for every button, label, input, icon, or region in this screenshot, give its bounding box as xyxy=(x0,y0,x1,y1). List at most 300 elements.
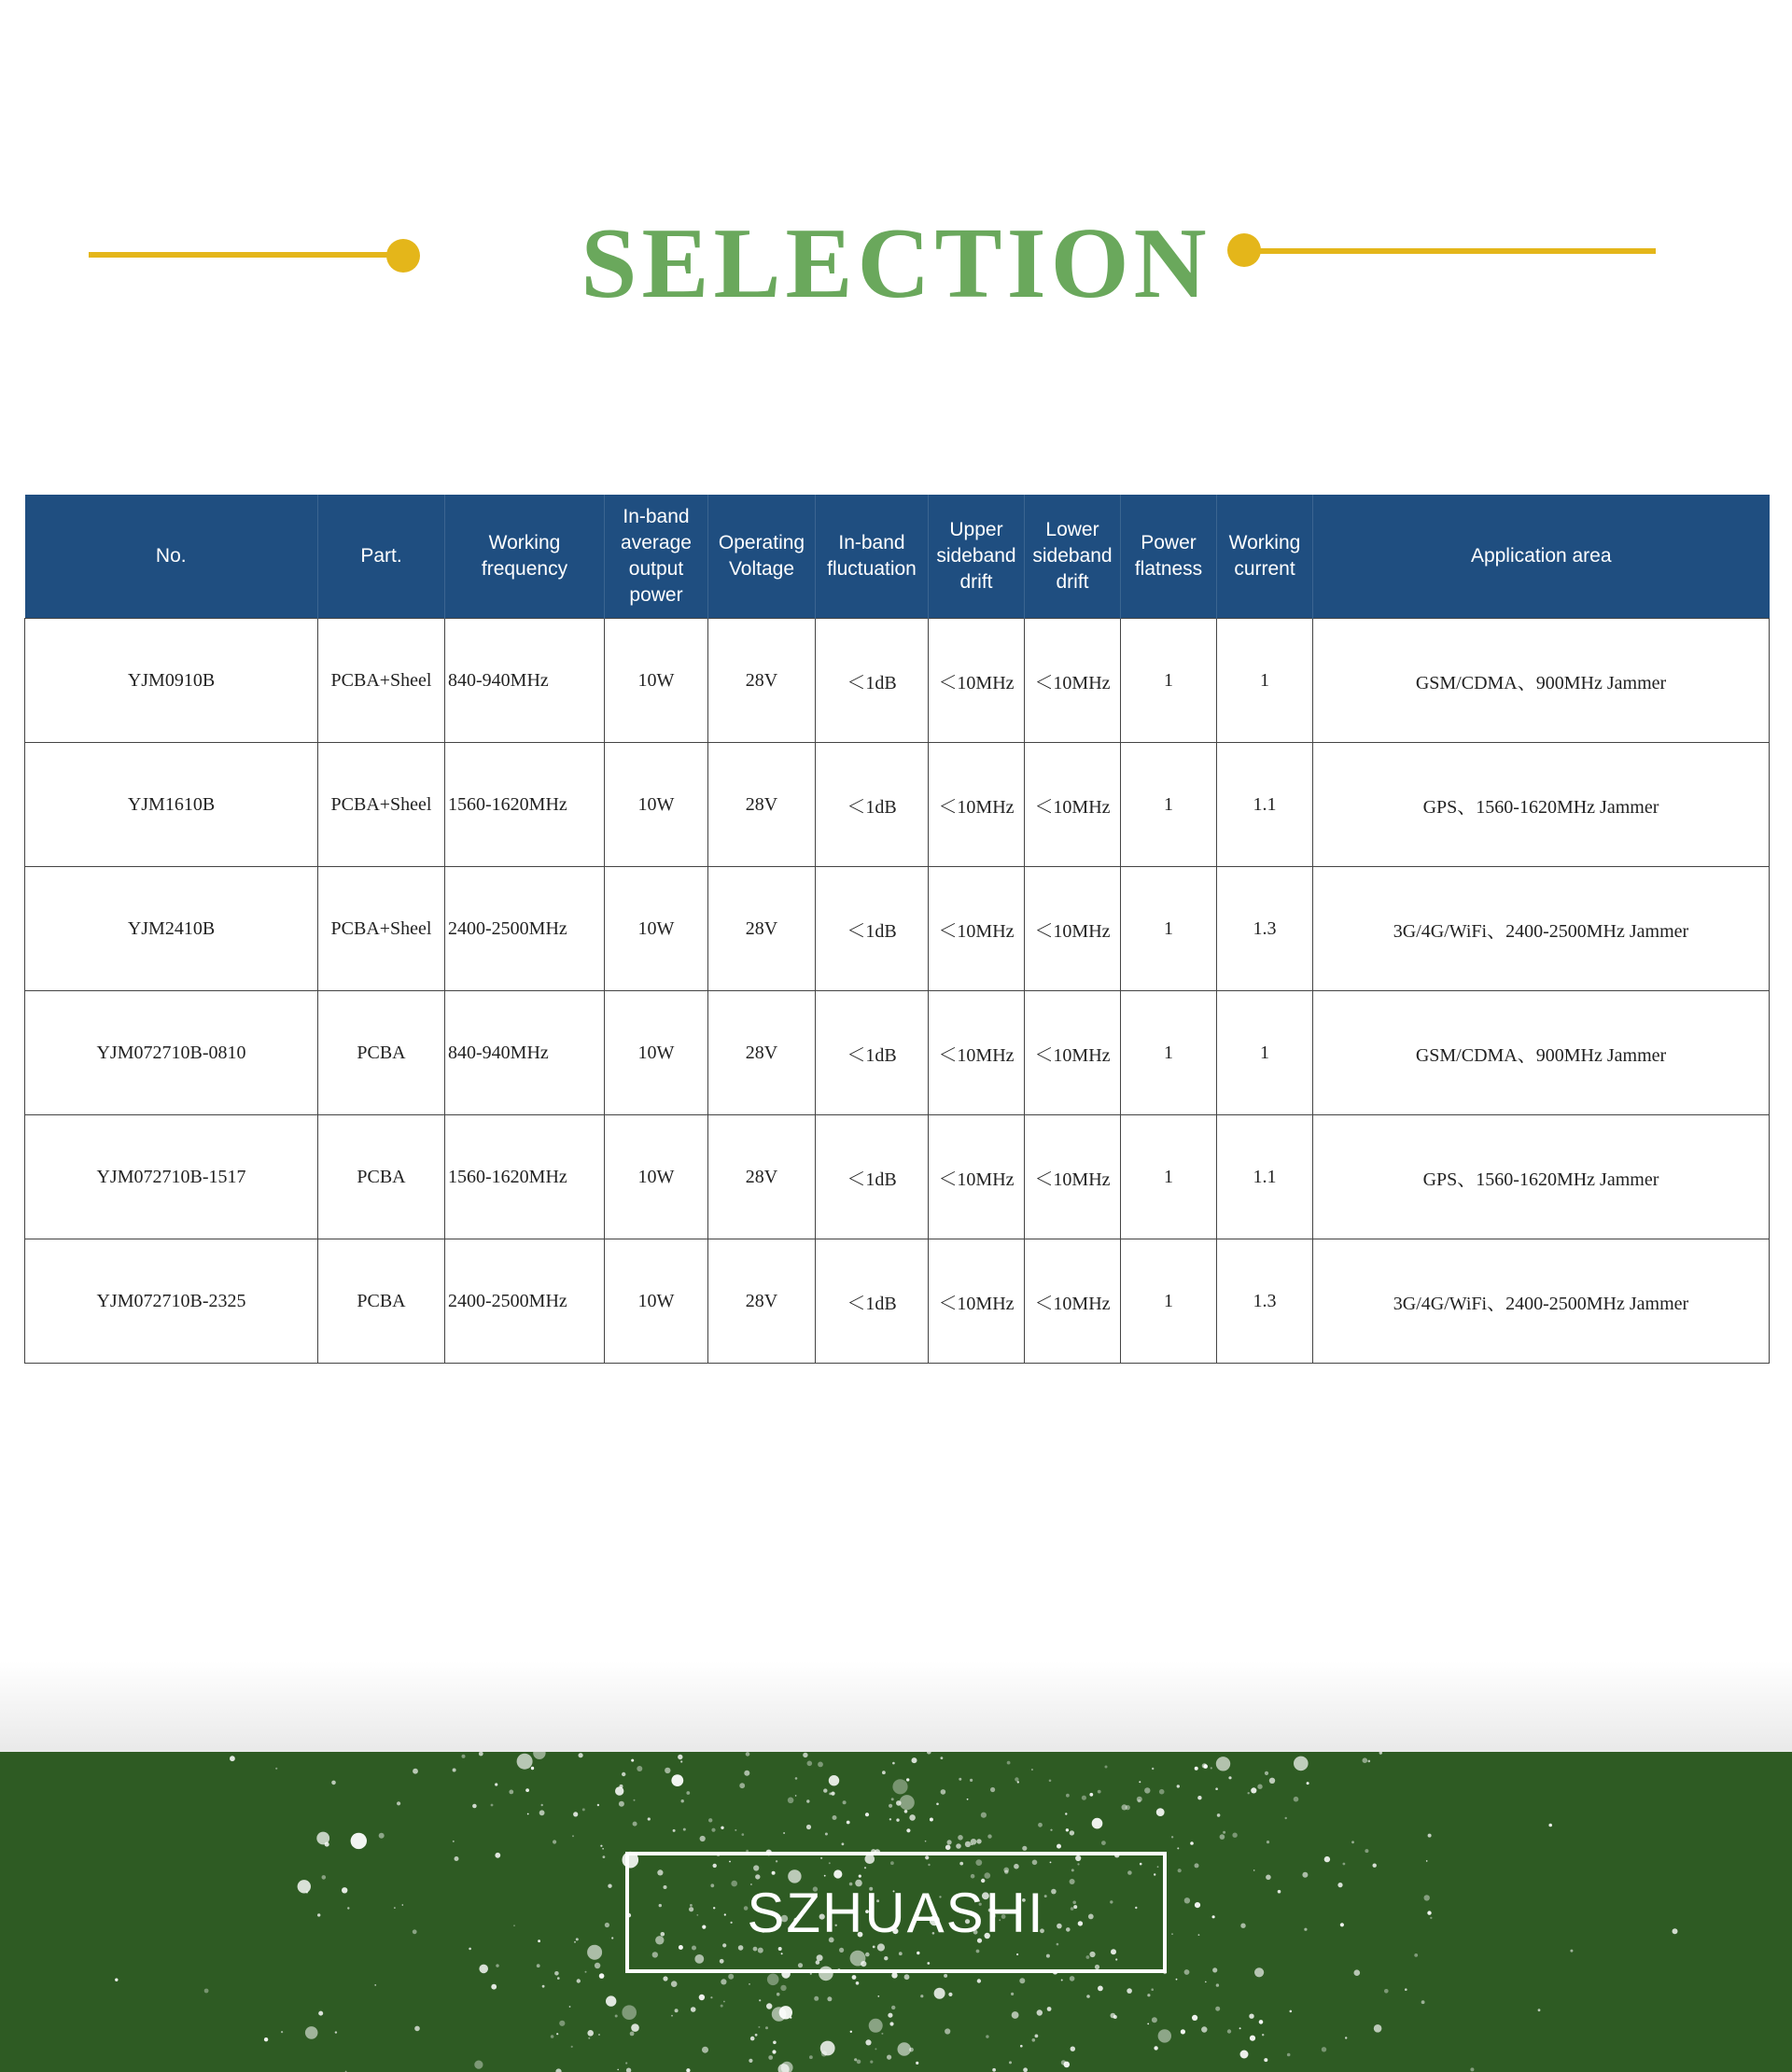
speckle-dot xyxy=(976,1839,981,1843)
speckle-dot xyxy=(1253,1869,1255,1871)
speckle-dot xyxy=(1031,1769,1033,1771)
cell-working-frequency: 2400-2500MHz xyxy=(445,1239,605,1364)
speckle-dot xyxy=(625,2062,627,2064)
cell-in-band-fluctuation: ＜1dB xyxy=(816,619,929,743)
selection-table xyxy=(24,495,1770,1364)
speckle-dot xyxy=(648,1817,651,1820)
cell-power-flatness: 1 xyxy=(1121,1239,1217,1364)
column-header-power-flatness: Power flatness xyxy=(1121,495,1217,619)
speckle-dot xyxy=(945,2028,950,2034)
speckle-dot xyxy=(1176,1979,1178,1981)
speckle-dot xyxy=(1427,1911,1431,1914)
speckle-dot xyxy=(1212,1967,1217,1972)
cell-application-area: 3G/4G/WiFi、2400-2500MHz Jammer xyxy=(1313,1239,1770,1364)
speckle-dot xyxy=(472,1804,477,1809)
speckle-dot xyxy=(576,1938,579,1940)
speckle-dot xyxy=(582,1808,585,1811)
speckle-dot xyxy=(1020,2045,1023,2048)
speckle-dot xyxy=(1144,1787,1150,1793)
cell-working-current: 1 xyxy=(1217,619,1313,743)
cell-part: PCBA+Sheel xyxy=(318,619,445,743)
speckle-dot xyxy=(916,2062,918,2065)
speckle-dot xyxy=(777,1993,780,1996)
speckle-dot xyxy=(1428,1834,1432,1838)
speckle-dot xyxy=(1216,1757,1230,1771)
cell-no: YJM072710B-2325 xyxy=(25,1239,318,1364)
speckle-dot xyxy=(1212,1915,1215,1918)
cell-power-flatness: 1 xyxy=(1121,619,1217,743)
speckle-dot xyxy=(115,1979,118,1981)
speckle-dot xyxy=(631,1759,634,1762)
cell-upper-sideband-drift: ＜10MHz xyxy=(929,743,1025,867)
speckle-dot xyxy=(1061,2060,1066,2065)
column-header-application-area: Application area xyxy=(1313,495,1770,619)
speckle-dot xyxy=(587,1945,602,1960)
speckle-dot xyxy=(305,2026,318,2039)
table-header-row xyxy=(25,495,1770,619)
speckle-dot xyxy=(948,1993,952,1996)
speckle-dot xyxy=(671,1981,678,1987)
speckle-dot xyxy=(807,1761,813,1767)
table-row xyxy=(25,743,1770,867)
cell-part: PCBA xyxy=(318,1239,445,1364)
cell-lower-sideband-drift: ＜10MHz xyxy=(1025,1239,1121,1364)
speckle-dot xyxy=(795,1795,797,1797)
speckle-dot xyxy=(1066,1828,1069,1831)
speckle-dot xyxy=(746,1752,750,1757)
cell-working-current: 1.3 xyxy=(1217,867,1313,991)
speckle-dot xyxy=(525,1788,529,1792)
speckle-dot xyxy=(934,1988,945,1999)
brand-name: SZHUASHI xyxy=(747,1881,1045,1944)
speckle-dot xyxy=(1223,1831,1225,1834)
cell-operating-voltage: 28V xyxy=(708,1239,816,1364)
speckle-dot xyxy=(1262,2034,1264,2036)
page-title: SELECTION xyxy=(581,208,1211,319)
speckle-dot xyxy=(1302,1872,1308,1878)
column-header-part: Part. xyxy=(318,495,445,619)
speckle-dot xyxy=(495,1853,500,1858)
speckle-dot xyxy=(1374,2024,1382,2033)
cell-no: YJM1610B xyxy=(25,743,318,867)
speckle-dot xyxy=(1019,1978,1025,1983)
speckle-dot xyxy=(1384,1989,1389,1994)
speckle-dot xyxy=(1152,1768,1154,1770)
speckle-dot xyxy=(318,2011,323,2016)
speckle-dot xyxy=(906,1828,910,1832)
speckle-dot xyxy=(891,1972,897,1978)
speckle-dot xyxy=(904,1974,910,1980)
speckle-dot xyxy=(1195,1902,1200,1908)
speckle-dot xyxy=(1007,1761,1011,1765)
speckle-dot xyxy=(675,2009,679,2012)
speckle-dot xyxy=(573,1812,578,1816)
speckle-dot xyxy=(779,2006,792,2019)
speckle-dot xyxy=(699,1995,705,2000)
cell-power-flatness: 1 xyxy=(1121,1115,1217,1239)
speckle-dot xyxy=(691,2007,696,2012)
speckle-dot xyxy=(766,2003,772,2009)
cell-in-band-fluctuation: ＜1dB xyxy=(816,1115,929,1239)
speckle-dot xyxy=(585,1971,587,1973)
speckle-dot xyxy=(772,2050,776,2053)
speckle-dot xyxy=(1240,2051,1249,2059)
speckle-dot xyxy=(710,1996,712,1998)
speckle-dot xyxy=(317,1913,320,1916)
speckle-dot xyxy=(783,1832,785,1834)
speckle-dot xyxy=(1294,1757,1309,1771)
speckle-dot xyxy=(814,1996,819,2001)
speckle-dot xyxy=(1184,1969,1190,1975)
speckle-dot xyxy=(1139,1781,1141,1783)
speckle-dot xyxy=(1266,1875,1271,1881)
speckle-dot xyxy=(577,1979,581,1982)
cell-application-area: GSM/CDMA、900MHz Jammer xyxy=(1313,619,1770,743)
speckle-dot xyxy=(1009,2061,1012,2064)
speckle-dot xyxy=(615,1786,623,1795)
speckle-dot xyxy=(971,1843,973,1845)
speckle-dot xyxy=(1190,1841,1194,1845)
speckle-dot xyxy=(833,1815,837,1820)
cell-in-band-fluctuation: ＜1dB xyxy=(816,743,929,867)
speckle-dot xyxy=(374,1984,376,1986)
speckle-dot xyxy=(1232,1833,1237,1838)
speckle-dot xyxy=(608,1884,611,1888)
speckle-dot xyxy=(557,1977,560,1980)
speckle-dot xyxy=(527,1813,529,1815)
speckle-dot xyxy=(823,1788,827,1792)
cell-lower-sideband-drift: ＜10MHz xyxy=(1025,867,1121,991)
speckle-dot xyxy=(986,2035,988,2037)
cell-operating-voltage: 28V xyxy=(708,619,816,743)
speckle-dot xyxy=(322,1875,327,1880)
speckle-dot xyxy=(1205,1981,1207,1983)
speckle-dot xyxy=(331,1781,336,1785)
speckle-dot xyxy=(1171,1933,1173,1935)
speckle-dot xyxy=(554,1971,559,1976)
speckle-dot xyxy=(622,2005,637,2020)
speckle-dot xyxy=(959,1778,961,1781)
speckle-dot xyxy=(1251,1787,1256,1793)
cell-upper-sideband-drift: ＜10MHz xyxy=(929,619,1025,743)
speckle-dot xyxy=(603,1855,606,1858)
speckle-dot xyxy=(1012,2011,1019,2019)
speckle-dot xyxy=(1035,2035,1039,2038)
speckle-dot xyxy=(1470,2067,1474,2071)
speckle-dot xyxy=(1089,1793,1093,1797)
speckle-dot xyxy=(538,1939,540,1942)
speckle-dot xyxy=(818,1762,823,1768)
cell-output-power: 10W xyxy=(605,867,708,991)
speckle-dot xyxy=(900,1795,915,1810)
speckle-dot xyxy=(671,1774,683,1786)
speckle-dot xyxy=(495,1783,497,1785)
speckle-dot xyxy=(892,1762,895,1765)
speckle-dot xyxy=(414,2026,420,2032)
speckle-dot xyxy=(891,2006,895,2009)
cell-no: YJM0910B xyxy=(25,619,318,743)
speckle-dot xyxy=(599,1973,605,1979)
speckle-dot xyxy=(1049,1780,1052,1783)
speckle-dot xyxy=(551,2035,554,2038)
cell-operating-voltage: 28V xyxy=(708,743,816,867)
speckle-dot xyxy=(479,1752,483,1756)
speckle-dot xyxy=(739,1783,745,1788)
speckle-dot xyxy=(870,2061,873,2064)
speckle-dot xyxy=(977,1979,981,1982)
cell-application-area: GPS、1560-1620MHz Jammer xyxy=(1313,1115,1770,1239)
speckle-dot xyxy=(491,1804,494,1807)
speckle-dot xyxy=(765,2026,768,2029)
speckle-dot xyxy=(829,1775,839,1785)
speckle-dot xyxy=(773,2041,777,2045)
speckle-dot xyxy=(517,1754,533,1770)
speckle-dot xyxy=(1137,1797,1142,1802)
cell-upper-sideband-drift: ＜10MHz xyxy=(929,1115,1025,1239)
speckle-dot xyxy=(1158,2029,1171,2042)
speckle-dot xyxy=(721,2005,723,2008)
speckle-dot xyxy=(335,2031,337,2033)
speckle-dot xyxy=(1405,1988,1407,1991)
speckle-dot xyxy=(1198,1934,1200,1936)
speckle-dot xyxy=(1057,1844,1061,1849)
speckle-dot xyxy=(1015,1777,1018,1781)
speckle-dot xyxy=(1105,1766,1108,1769)
speckle-dot xyxy=(1351,1841,1354,1843)
table-row xyxy=(25,991,1770,1115)
speckle-dot xyxy=(397,1801,400,1805)
cell-output-power: 10W xyxy=(605,991,708,1115)
speckle-dot xyxy=(605,1923,609,1927)
cell-in-band-fluctuation: ＜1dB xyxy=(816,991,929,1115)
speckle-dot xyxy=(588,2037,590,2039)
speckle-dot xyxy=(611,1937,613,1939)
speckle-dot xyxy=(531,1767,534,1770)
speckle-dot xyxy=(1047,2007,1052,2011)
speckle-dot xyxy=(686,1791,690,1795)
speckle-dot xyxy=(1178,1869,1182,1872)
speckle-dot xyxy=(888,2013,892,2018)
speckle-dot xyxy=(768,2055,773,2060)
speckle-dot xyxy=(671,2015,673,2017)
speckle-dot xyxy=(702,2047,708,2053)
speckle-dot xyxy=(930,1818,933,1822)
speckle-dot xyxy=(758,2026,760,2028)
cell-working-frequency: 2400-2500MHz xyxy=(445,867,605,991)
cell-no: YJM2410B xyxy=(25,867,318,991)
speckle-dot xyxy=(877,1995,879,1997)
speckle-dot xyxy=(351,1833,367,1849)
speckle-dot xyxy=(455,1856,459,1861)
speckle-dot xyxy=(842,1842,845,1845)
cell-part: PCBA+Sheel xyxy=(318,867,445,991)
cell-operating-voltage: 28V xyxy=(708,867,816,991)
speckle-dot xyxy=(887,2055,891,2060)
speckle-dot xyxy=(574,1941,576,1943)
speckle-dot xyxy=(1101,1841,1106,1845)
speckle-dot xyxy=(970,1779,973,1782)
speckle-dot xyxy=(1017,1781,1019,1783)
speckle-dot xyxy=(806,1799,809,1802)
speckle-dot xyxy=(615,2015,618,2018)
cell-operating-voltage: 28V xyxy=(708,991,816,1115)
speckle-dot xyxy=(1211,1767,1212,1769)
speckle-dot xyxy=(230,1756,235,1761)
speckle-dot xyxy=(744,1771,749,1776)
speckle-dot xyxy=(857,2060,861,2065)
speckle-dot xyxy=(681,1799,684,1802)
speckle-dot xyxy=(987,1834,991,1838)
speckle-dot xyxy=(1379,1752,1382,1755)
speckle-dot xyxy=(1171,1836,1173,1838)
speckle-dot xyxy=(622,1772,625,1776)
speckle-dot xyxy=(1228,1776,1231,1779)
speckle-dot xyxy=(1070,1830,1074,1835)
cell-working-frequency: 840-940MHz xyxy=(445,619,605,743)
speckle-dot xyxy=(825,1833,828,1836)
speckle-dot xyxy=(809,2055,813,2059)
cell-power-flatness: 1 xyxy=(1121,991,1217,1115)
speckle-dot xyxy=(1285,1817,1287,1819)
speckle-dot xyxy=(1240,1924,1245,1928)
speckle-dot xyxy=(539,1810,545,1815)
speckle-dot xyxy=(927,1752,931,1755)
speckle-dot xyxy=(829,1793,832,1796)
speckle-dot xyxy=(264,2037,268,2041)
speckle-dot xyxy=(906,1778,909,1781)
speckle-dot xyxy=(1122,1804,1127,1810)
speckle-dot xyxy=(1220,1834,1225,1840)
speckle-dot xyxy=(898,2042,912,2056)
speckle-dot xyxy=(850,2031,852,2033)
speckle-dot xyxy=(1294,1797,1299,1802)
speckle-dot xyxy=(413,1769,418,1774)
speckle-dot xyxy=(325,1842,329,1847)
speckle-dot xyxy=(990,1787,995,1792)
speckle-dot xyxy=(875,2048,876,2050)
speckle-dot xyxy=(700,1836,706,1841)
speckle-dot xyxy=(281,2031,283,2033)
speckle-dot xyxy=(889,1804,892,1808)
speckle-dot xyxy=(1195,1767,1198,1771)
speckle-dot xyxy=(509,1790,513,1795)
speckle-dot xyxy=(1570,1950,1573,1953)
cell-in-band-fluctuation: ＜1dB xyxy=(816,867,929,991)
speckle-dot xyxy=(1368,1760,1371,1763)
speckle-dot xyxy=(619,1801,624,1807)
speckle-dot xyxy=(865,1813,869,1816)
cell-operating-voltage: 28V xyxy=(708,1115,816,1239)
cell-lower-sideband-drift: ＜10MHz xyxy=(1025,743,1121,867)
speckle-dot xyxy=(904,1810,908,1813)
speckle-dot xyxy=(795,1777,798,1780)
speckle-dot xyxy=(1092,1818,1103,1829)
speckle-dot xyxy=(1127,1988,1132,1994)
speckle-dot xyxy=(810,1973,812,1975)
speckle-dot xyxy=(491,1984,497,1990)
speckle-dot xyxy=(854,2058,857,2061)
cell-power-flatness: 1 xyxy=(1121,867,1217,991)
speckle-dot xyxy=(1290,2010,1293,2013)
table-row xyxy=(25,1115,1770,1239)
cell-application-area: 3G/4G/WiFi、2400-2500MHz Jammer xyxy=(1313,867,1770,991)
speckle-dot xyxy=(1248,1792,1250,1794)
speckle-dot xyxy=(882,1771,886,1774)
speckle-dot xyxy=(541,1804,543,1806)
cell-output-power: 10W xyxy=(605,1239,708,1364)
speckle-dot xyxy=(579,1753,583,1757)
speckle-dot xyxy=(1365,1849,1368,1853)
speckle-dot xyxy=(1426,1860,1428,1862)
cell-power-flatness: 1 xyxy=(1121,743,1217,867)
speckle-dot xyxy=(827,1996,832,2001)
right-decorative-line xyxy=(1251,248,1656,254)
speckle-dot xyxy=(749,2059,752,2063)
speckle-dot xyxy=(631,2023,639,2032)
column-header-upper-sideband-drift: Upper sideband drift xyxy=(929,495,1025,619)
column-header-operating-voltage: Operating Voltage xyxy=(708,495,816,619)
speckle-dot xyxy=(721,1827,723,1829)
cell-lower-sideband-drift: ＜10MHz xyxy=(1025,619,1121,743)
speckle-dot xyxy=(1184,1897,1190,1903)
footer-fade xyxy=(0,1661,1792,1753)
speckle-dot xyxy=(728,1974,734,1980)
cell-lower-sideband-drift: ＜10MHz xyxy=(1025,1115,1121,1239)
speckle-dot xyxy=(865,2039,871,2045)
speckle-dot xyxy=(742,1833,745,1836)
speckle-dot xyxy=(1113,2015,1117,2019)
cell-application-area: GPS、1560-1620MHz Jammer xyxy=(1313,743,1770,867)
speckle-dot xyxy=(1304,1928,1307,1931)
speckle-dot xyxy=(513,1925,515,1926)
speckle-dot xyxy=(944,1974,947,1978)
speckle-dot xyxy=(683,1828,686,1831)
speckle-dot xyxy=(469,1948,471,1951)
speckle-dot xyxy=(379,1833,385,1839)
speckle-dot xyxy=(1673,1928,1678,1934)
cell-working-current: 1.3 xyxy=(1217,1239,1313,1364)
speckle-dot xyxy=(637,1766,642,1771)
speckle-dot xyxy=(749,1983,750,1985)
speckle-dot xyxy=(1156,1808,1165,1816)
speckle-dot xyxy=(1071,2047,1075,2051)
speckle-dot xyxy=(298,1880,311,1893)
speckle-dot xyxy=(572,1835,574,1837)
speckle-dot xyxy=(1203,1764,1208,1769)
speckle-dot xyxy=(342,1887,347,1893)
speckle-dot xyxy=(803,1753,807,1757)
speckle-dot xyxy=(1195,1863,1199,1868)
column-header-working-frequency: Working frequency xyxy=(445,495,605,619)
speckle-dot xyxy=(1340,1923,1344,1926)
speckle-dot xyxy=(678,1755,682,1759)
speckle-dot xyxy=(1343,1863,1346,1866)
speckle-dot xyxy=(941,1789,946,1795)
speckle-dot xyxy=(556,2033,558,2035)
column-header-no: No. xyxy=(25,495,318,619)
cell-part: PCBA xyxy=(318,1115,445,1239)
speckle-dot xyxy=(686,2068,690,2072)
speckle-dot xyxy=(1177,1785,1180,1787)
speckle-dot xyxy=(394,1907,396,1909)
speckle-dot xyxy=(947,1840,952,1844)
speckle-dot xyxy=(1086,1995,1090,1998)
cell-working-current: 1.1 xyxy=(1217,743,1313,867)
speckle-dot xyxy=(1011,1993,1014,1995)
speckle-dot xyxy=(1287,2053,1291,2057)
speckle-dot xyxy=(1259,2020,1264,2024)
speckle-dot xyxy=(1354,1969,1361,1976)
